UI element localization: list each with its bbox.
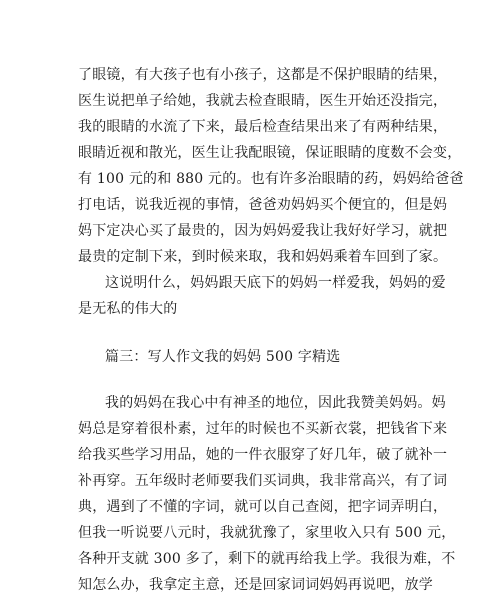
text-line: 典，遇到了不懂的字词，就可以自己查阅，把字词弄明白， — [78, 499, 448, 515]
text-line: 这说明什么，妈妈跟天底下的妈妈一样爱我，妈妈的爱 — [105, 275, 446, 291]
text-line: 医生说把单子给她，我就去检查眼睛，医生开始还没指完， — [78, 93, 448, 109]
text-line: 眼睛近视和散光，医生让我配眼镜，保证眼睛的度数不会变， — [78, 145, 462, 161]
text-line: 了眼镜，有大孩子也有小孩子，这都是不保护眼睛的结果， — [78, 67, 448, 83]
paragraph-my-mother — [78, 390, 456, 598]
text-line: 我的妈妈在我心中有神圣的地位，因此我赞美妈妈。妈 — [105, 395, 446, 411]
section-heading — [78, 344, 428, 370]
text-line: 是无私的伟大的 — [78, 301, 178, 317]
text-line: 妈总是穿着很朴素，过年的时候也不买新衣裳，把钱省下来 — [78, 421, 448, 437]
text-line: 补再穿。五年级时老师要我们买词典，我非常高兴，有了词 — [78, 473, 448, 489]
text-line: 打电话，说我近视的事情，爸爸劝妈妈买个便宜的，但是妈 — [78, 197, 448, 213]
text-line: 妈下定决心买了最贵的，因为妈妈爱我让我好好学习，就把 — [78, 223, 448, 239]
text-line: 各种开支就 300 多了，剩下的就再给我上学。我很为难，不 — [78, 551, 456, 567]
text-line: 最贵的定制下来，到时候来取，我和妈妈乘着车回到了家。 — [78, 249, 448, 265]
text-line: 有 100 元的和 880 元的。也有许多治眼睛的药，妈妈给爸爸 — [78, 171, 464, 187]
section-heading-text: 篇三：写人作文我的妈妈 500 字精选 — [105, 349, 341, 365]
text-line: 但我一听说要八元时，我就犹豫了，家里收入只有 500 元， — [78, 525, 456, 541]
text-line: 我的眼睛的水流了下来，最后检查结果出来了有两种结果， — [78, 119, 448, 135]
text-line: 知怎么办，我拿定主意，还是回家词词妈妈再说吧，放学 — [78, 577, 433, 593]
text-line: 给我买些学习用品，她的一件衣服穿了好几年，破了就补一 — [78, 447, 448, 463]
paragraph-mother-love — [78, 270, 446, 322]
paragraph-eye-exam — [78, 62, 464, 270]
